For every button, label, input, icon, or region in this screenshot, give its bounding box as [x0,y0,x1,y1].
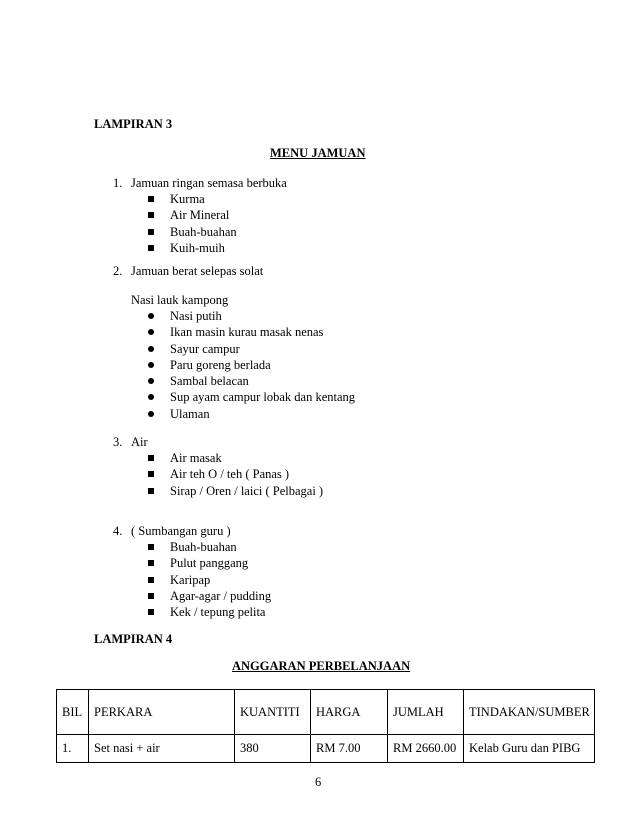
section-label: ( Sumbangan guru ) [131,524,231,538]
menu-jamuan-title: MENU JAMUAN [270,146,366,160]
section-label: Jamuan berat selepas solat [131,264,264,278]
section-items [148,452,323,501]
table-cell: Set nasi + air [89,735,235,763]
list-item: Kurma [148,193,237,209]
table-header-cell: PERKARA [89,690,235,735]
table-header-cell: JUMLAH [388,690,464,735]
section-number: 4. [113,524,123,538]
table-cell: RM 7.00 [311,735,388,763]
section-number: 3. [113,435,123,449]
section-number: 1. [113,176,123,190]
list-item: Ikan masin kurau masak nenas [148,326,355,342]
section-items [148,193,237,258]
table-cell: 380 [235,735,311,763]
list-item: Agar-agar / pudding [148,590,271,606]
table-row [57,735,595,763]
table-header-cell: BIL [57,690,89,735]
list-item: Ulaman [148,408,355,424]
section-items [148,310,355,424]
list-item: Paru goreng berlada [148,359,355,375]
page-number: 6 [315,775,322,789]
section-number: 2. [113,264,123,278]
anggaran-perbelanjaan-title: ANGGARAN PERBELANJAAN [232,659,411,673]
section-label: Air [131,435,148,449]
section-sublabel: Nasi lauk kampong [131,293,229,307]
section-items [148,541,271,622]
budget-table [56,689,595,763]
list-item: Kuih-muih [148,242,237,258]
table-header-row [57,690,595,735]
list-item: Buah-buahan [148,226,237,242]
list-item: Sambal belacan [148,375,355,391]
list-item: Buah-buahan [148,541,271,557]
table-cell: RM 2660.00 [388,735,464,763]
list-item: Air teh O / teh ( Panas ) [148,468,323,484]
table-cell: Kelab Guru dan PIBG [464,735,595,763]
list-item: Sayur campur [148,343,355,359]
section-label: Jamuan ringan semasa berbuka [131,176,287,190]
list-item: Air masak [148,452,323,468]
table-header-cell: HARGA [311,690,388,735]
table-header-cell: KUANTITI [235,690,311,735]
lampiran-4-heading: LAMPIRAN 4 [94,632,173,646]
list-item: Kek / tepung pelita [148,606,271,622]
table-header-cell: TINDAKAN/SUMBER [464,690,595,735]
list-item: Pulut panggang [148,557,271,573]
list-item: Karipap [148,574,271,590]
list-item: Sup ayam campur lobak dan kentang [148,391,355,407]
list-item: Nasi putih [148,310,355,326]
list-item: Sirap / Oren / laici ( Pelbagai ) [148,485,323,501]
list-item: Air Mineral [148,209,237,225]
table-cell: 1. [57,735,89,763]
lampiran-3-heading: LAMPIRAN 3 [94,117,173,131]
